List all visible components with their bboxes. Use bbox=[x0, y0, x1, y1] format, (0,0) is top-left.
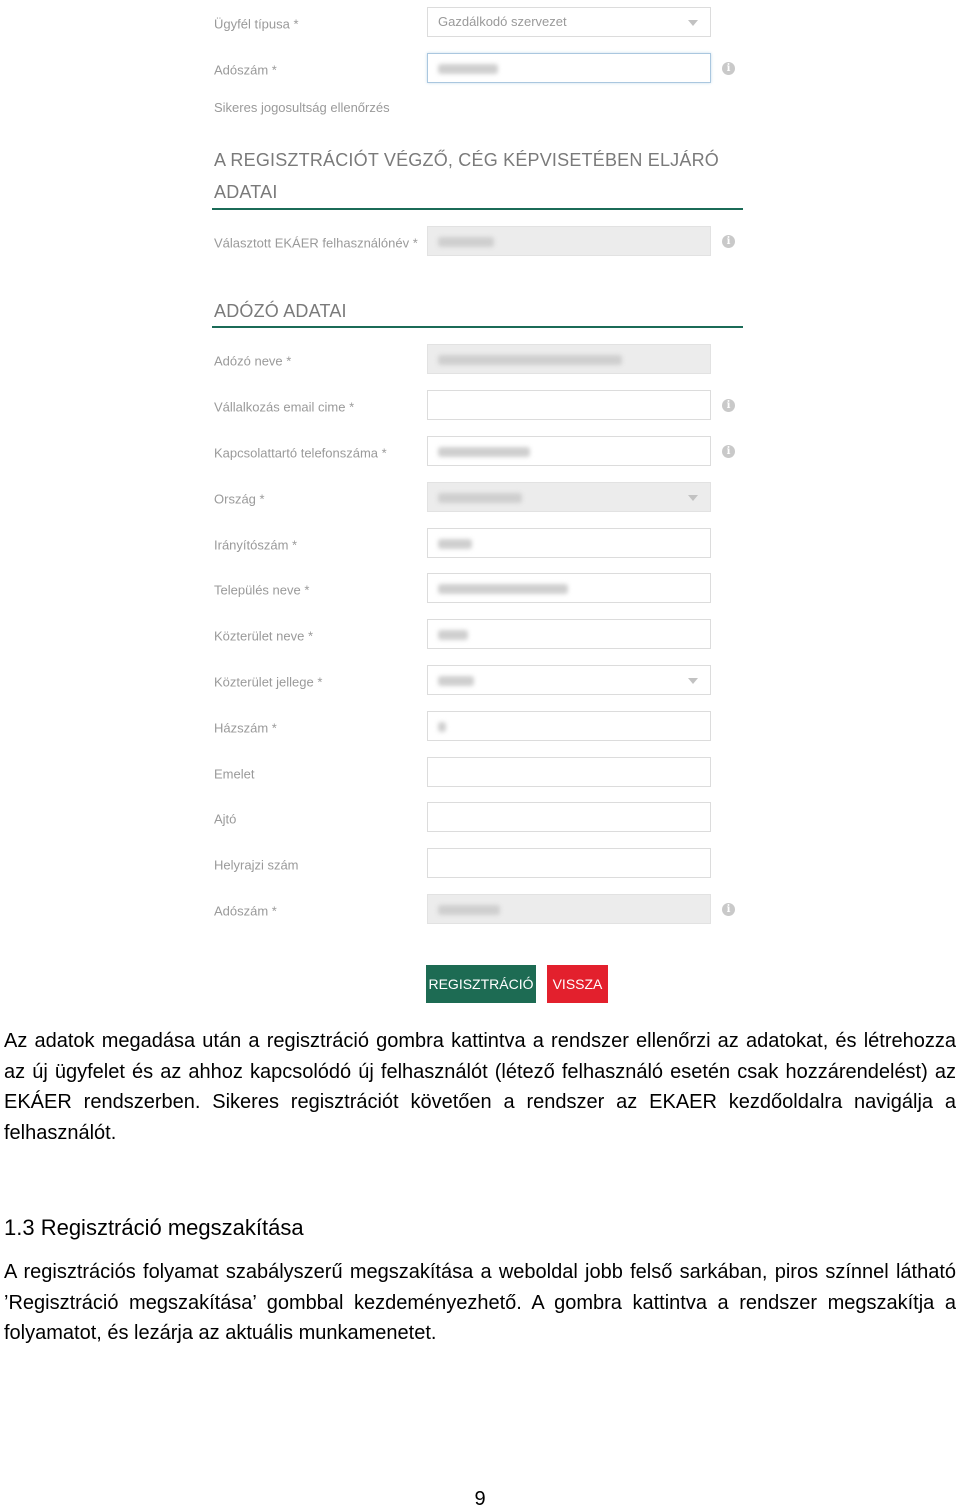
taxpayer-name-label: Adózó neve * bbox=[214, 353, 292, 369]
client-type-value: Gazdálkodó szervezet bbox=[438, 14, 567, 29]
taxpayer-name-input[interactable] bbox=[427, 344, 711, 374]
info-icon[interactable]: i bbox=[722, 62, 735, 75]
taxpayer-name-row bbox=[0, 344, 960, 378]
tax-number-2-row bbox=[0, 894, 960, 928]
redacted-value bbox=[438, 722, 446, 732]
redacted-value bbox=[438, 905, 500, 915]
company-email-input[interactable] bbox=[427, 390, 711, 420]
chevron-down-icon bbox=[688, 20, 698, 26]
street-name-input[interactable] bbox=[427, 619, 711, 649]
door-input[interactable] bbox=[427, 802, 711, 832]
tax-number-row bbox=[0, 53, 960, 87]
section-heading: 1.3 Regisztráció megszakítása bbox=[4, 1215, 304, 1240]
ekaer-username-label: Választott EKÁER felhasználónév * bbox=[214, 235, 418, 251]
tax-number-input[interactable] bbox=[427, 53, 711, 83]
country-label: Ország * bbox=[214, 491, 265, 507]
info-icon[interactable]: i bbox=[722, 399, 735, 412]
street-type-select[interactable] bbox=[427, 665, 711, 695]
contact-phone-input[interactable] bbox=[427, 436, 711, 466]
parcel-number-label: Helyrajzi szám bbox=[214, 857, 299, 873]
city-row bbox=[0, 573, 960, 607]
street-name-row bbox=[0, 619, 960, 653]
tax-number-label: Adószám * bbox=[214, 62, 277, 78]
house-number-row bbox=[0, 711, 960, 745]
city-label: Település neve * bbox=[214, 582, 310, 598]
street-type-label: Közterület jellege * bbox=[214, 674, 323, 690]
zip-label: Irányítószám * bbox=[214, 537, 298, 553]
redacted-value bbox=[438, 447, 530, 457]
floor-input[interactable] bbox=[427, 757, 711, 787]
info-icon[interactable]: i bbox=[722, 235, 735, 248]
contact-phone-label: Kapcsolattartó telefonszáma * bbox=[214, 445, 387, 461]
page-number: 9 bbox=[474, 1488, 486, 1510]
parcel-number-input[interactable] bbox=[427, 848, 711, 878]
info-icon[interactable]: i bbox=[722, 445, 735, 458]
floor-row bbox=[0, 757, 960, 791]
client-type-row bbox=[0, 7, 960, 41]
street-name-label: Közterület neve * bbox=[214, 628, 314, 644]
ekaer-username-input[interactable] bbox=[427, 226, 711, 256]
redacted-value bbox=[438, 64, 498, 74]
register-button[interactable]: REGISZTRÁCIÓ bbox=[426, 965, 536, 1003]
street-type-row bbox=[0, 665, 960, 699]
chevron-down-icon bbox=[688, 678, 698, 684]
door-row bbox=[0, 802, 960, 836]
zip-input[interactable] bbox=[427, 528, 711, 558]
info-icon[interactable]: i bbox=[722, 903, 735, 916]
parcel-number-row bbox=[0, 848, 960, 882]
redacted-value bbox=[438, 237, 494, 247]
paragraph-registration-result: Az adatok megadása után a regisztráció gombra kattintva a rendszer ellenőrzi az adatokat, és létrehozza az új ügyfelet és az ahhoz kapcsolódó új felhasználót (létező felhasználó esetén csak hozzárendelést) az EKÁER rendszerben. Sikeres regisztrációt követően a rendszer az EKAER kezdőoldalra navigálja a felhasználót. bbox=[4, 1030, 956, 1144]
company-email-row bbox=[0, 390, 960, 424]
tax-number-2-label: Adószám * bbox=[214, 903, 277, 919]
redacted-value bbox=[438, 676, 474, 686]
chevron-down-icon bbox=[688, 495, 698, 501]
house-number-label: Házszám * bbox=[214, 720, 277, 736]
client-type-select[interactable] bbox=[427, 7, 711, 37]
contact-phone-row bbox=[0, 436, 960, 470]
city-input[interactable] bbox=[427, 573, 711, 603]
section-divider bbox=[212, 326, 743, 328]
taxpayer-section-title: ADÓZÓ ADATAI bbox=[214, 301, 347, 321]
country-row bbox=[0, 482, 960, 516]
section-divider bbox=[212, 208, 743, 210]
house-number-input[interactable] bbox=[427, 711, 711, 741]
redacted-value bbox=[438, 630, 468, 640]
redacted-value bbox=[438, 355, 622, 365]
ekaer-username-row bbox=[0, 226, 960, 260]
representative-section-title: A REGISZTRÁCIÓT VÉGZŐ, CÉG KÉPVISETÉBEN ELJÁRÓ ADATAI bbox=[214, 150, 719, 202]
redacted-value bbox=[438, 493, 522, 503]
door-label: Ajtó bbox=[214, 811, 237, 827]
client-type-label: Ügyfél típusa * bbox=[214, 16, 299, 32]
tax-number-2-input[interactable] bbox=[427, 894, 711, 924]
back-button[interactable]: VISSZA bbox=[547, 965, 608, 1003]
country-select[interactable] bbox=[427, 482, 711, 512]
auth-check-status: Sikeres jogosultság ellenőrzés bbox=[214, 100, 390, 115]
paragraph-registration-cancel: A regisztrációs folyamat szabályszerű megszakítása a weboldal jobb felső sarkában, piros színnel látható ’Regisztráció megszakítása’ gombbal kezdeményezhető. A gombra kattintva a rendszer megszakítja a folyamatot, és lezárja az aktuális munkamenetet. bbox=[4, 1261, 956, 1344]
redacted-value bbox=[438, 539, 472, 549]
redacted-value bbox=[438, 584, 568, 594]
company-email-label: Vállalkozás email cime * bbox=[214, 399, 355, 415]
floor-label: Emelet bbox=[214, 766, 255, 782]
zip-row bbox=[0, 528, 960, 562]
